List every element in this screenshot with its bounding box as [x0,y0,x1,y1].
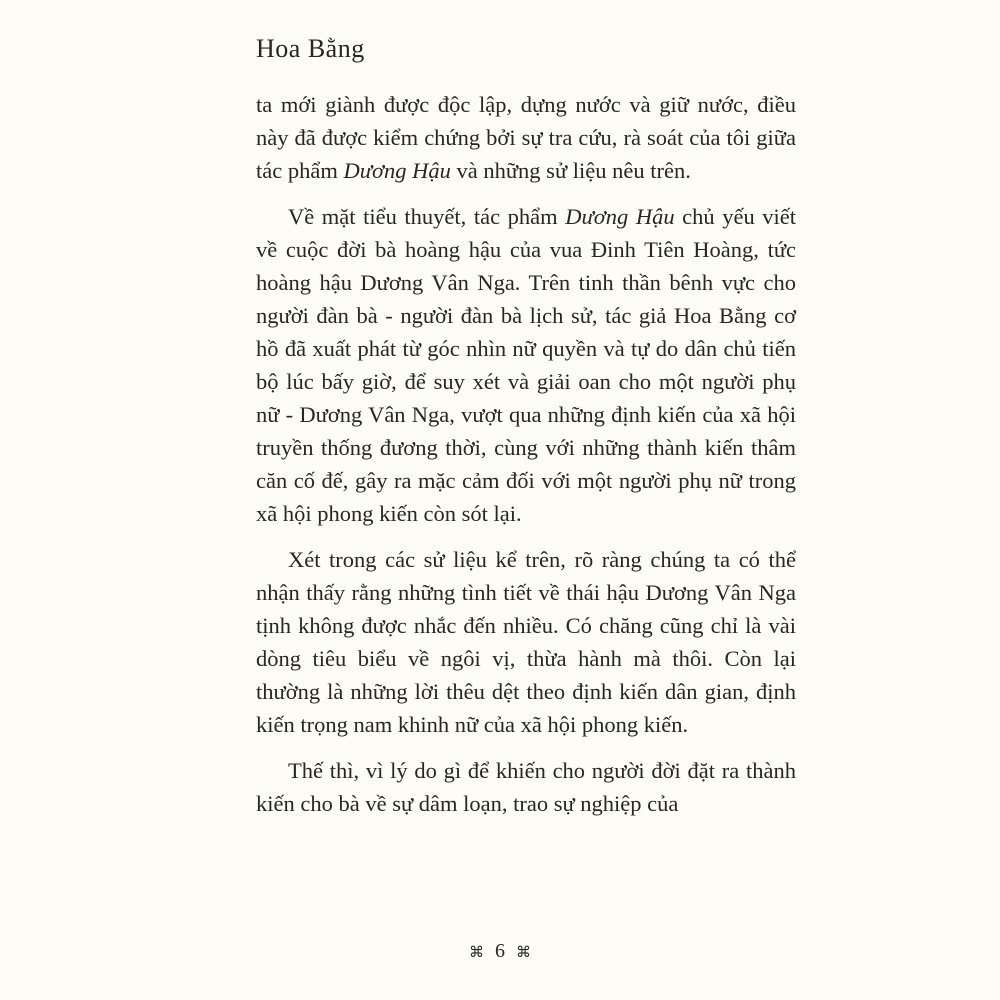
paragraph [256,754,796,820]
paragraph [256,200,796,530]
running-header: Hoa Bằng [256,34,365,63]
body-text [256,88,796,833]
folio-ornament-left-icon: ⌘ [469,945,484,961]
paragraph-text: ta mới giành được độc lập, dựng nước và giữ nước, điều này đã được kiểm chứng bởi sự tra cứu, rà soát của tôi giữa tác phẩm [256,92,796,183]
folio-ornament-right-icon: ⌘ [516,945,531,961]
page-number: 6 [495,940,505,962]
paragraph-text: và những sử liệu nêu trên. [450,158,691,183]
paragraph-text: chủ yếu viết về cuộc đời bà hoàng hậu của vua Đinh Tiên Hoàng, tức hoàng hậu Dương Vân Nga. Trên tinh thần bênh vực cho người đàn bà - người đàn bà lịch sử, tác giả Hoa Bằng cơ hồ đã xuất phát từ góc nhìn nữ quyền và tự do dân chủ tiến bộ lúc bấy giờ, để suy xét và giải oan cho một người phụ nữ - Dương Vân Nga, vượt qua những định kiến của xã hội truyền thống đương thời, cùng với những thành kiến thâm căn cố đế, gây ra mặc cảm đối với một người phụ nữ trong xã hội phong kiến còn sót lại. [256,204,797,526]
page-folio [0,940,1000,963]
paragraph [256,543,796,741]
paragraph-text: Thế thì, vì lý do gì để khiến cho người đời đặt ra thành kiến cho bà về sự dâm loạn, trao sự nghiệp của [256,758,796,816]
paragraph-text: Xét trong các sử liệu kể trên, rõ ràng chúng ta có thể nhận thấy rằng những tình tiết về thái hậu Dương Vân Nga tịnh không được nhắc đến nhiều. Có chăng cũng chỉ là vài dòng tiêu biểu về ngôi vị, thừa hành mà thôi. Còn lại thường là những lời thêu dệt theo định kiến dân gian, định kiến trọng nam khinh nữ của xã hội phong kiến. [256,547,796,737]
paragraph-text: Về mặt tiểu thuyết, tác phẩm [288,204,566,229]
paragraph [256,88,796,187]
italic-title: Dương Hậu [343,158,451,183]
italic-title: Dương Hậu [565,204,675,229]
